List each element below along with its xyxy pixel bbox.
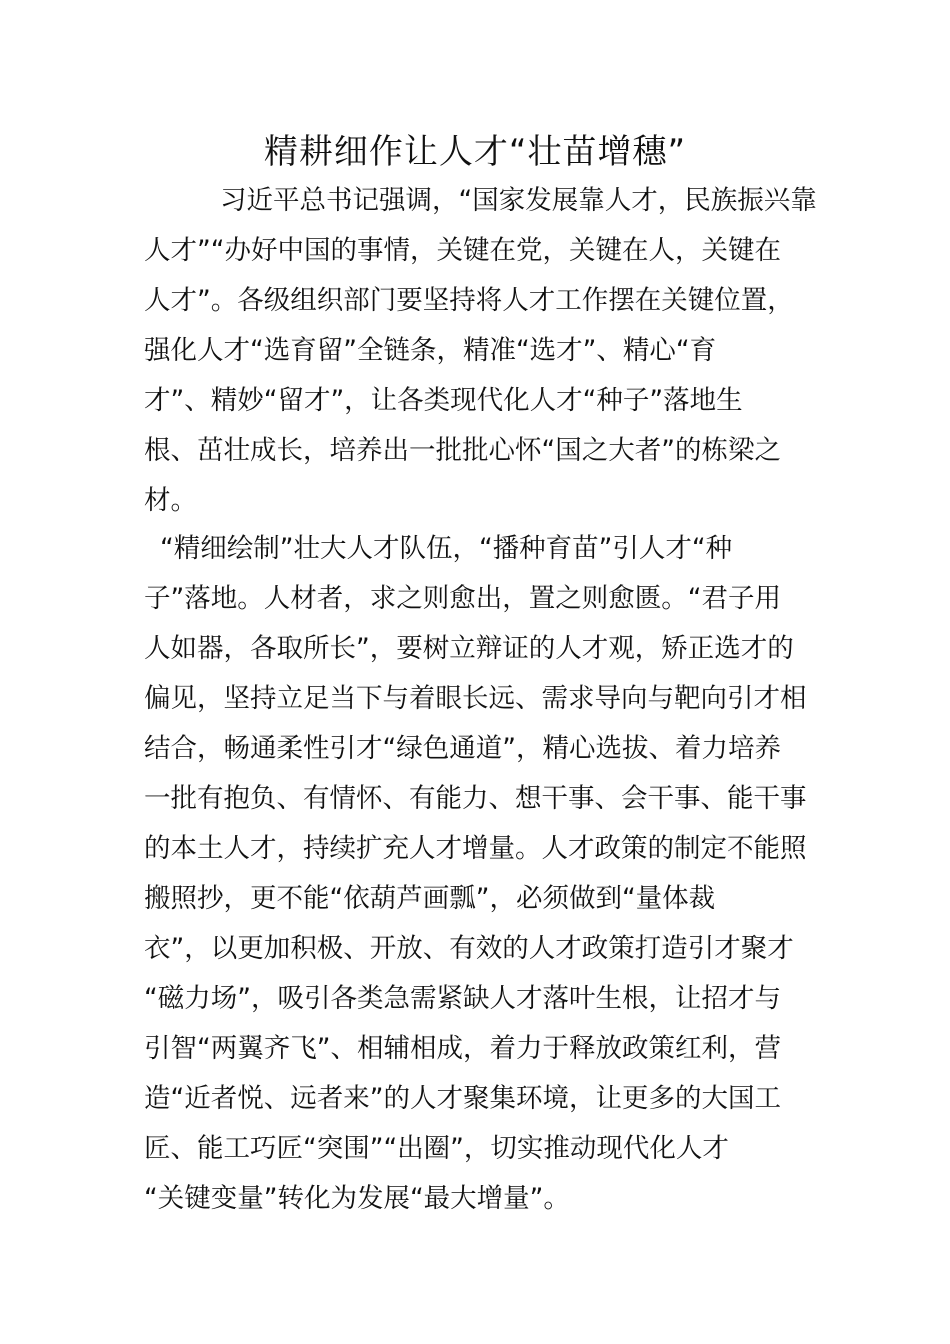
paragraph-2-line-13: 匠、能工巧匠“突围”“出圈”，切实推动现代化人才	[144, 1133, 729, 1164]
document-title: 精耕细作让人才“壮苗增穗”	[263, 132, 687, 172]
paragraph-2-line-14: “关键变量”转化为发展“最大增量”。	[144, 1183, 570, 1214]
paragraph-2-line-6: 一批有抱负、有情怀、有能力、想干事、会干事、能干事	[144, 783, 807, 814]
paragraph-1-line-1: 习近平总书记强调，“国家发展靠人才，民族振兴靠	[220, 185, 817, 216]
paragraph-2-line-8: 搬照抄，更不能“依葫芦画瓢”，必须做到“量体裁	[144, 883, 716, 914]
paragraph-2-line-4: 偏见，坚持立足当下与着眼长远、需求导向与靶向引才相	[144, 683, 807, 714]
paragraph-2-line-11: 引智“两翼齐飞”、相辅相成，着力于释放政策红利，营	[144, 1033, 781, 1064]
paragraph-1-line-5: 才”、精妙“留才”，让各类现代化人才“种子”落地生	[144, 385, 743, 416]
paragraph-2-line-5: 结合，畅通柔性引才“绿色通道”，精心选拔、着力培养	[144, 733, 781, 764]
paragraph-1-line-2: 人才”“办好中国的事情，关键在党，关键在人，关键在	[144, 235, 781, 266]
paragraph-1-line-3: 人才”。各级组织部门要坚持将人才工作摆在关键位置，	[144, 285, 794, 316]
paragraph-2-line-1: “精细绘制”壮大人才队伍，“播种育苗”引人才“种	[160, 533, 733, 564]
paragraph-2-line-3: 人如器，各取所长”，要树立辩证的人才观，矫正选才的	[144, 633, 794, 664]
paragraph-2-line-12: 造“近者悦、远者来”的人才聚集环境，让更多的大国工	[144, 1083, 781, 1114]
paragraph-2-line-2: 子”落地。人材者，求之则愈出，置之则愈匮。“君子用	[144, 583, 781, 614]
paragraph-2-line-7: 的本土人才，持续扩充人才增量。人才政策的制定不能照	[144, 833, 807, 864]
paragraph-2-line-9: 衣”，以更加积极、开放、有效的人才政策打造引才聚才	[144, 933, 794, 964]
paragraph-2-line-10: “磁力场”，吸引各类急需紧缺人才落叶生根，让招才与	[144, 983, 781, 1014]
paragraph-1-line-6: 根、茁壮成长，培养出一批批心怀“国之大者”的栋梁之	[144, 435, 781, 466]
paragraph-1-line-4: 强化人才“选育留”全链条，精准“选才”、精心“育	[144, 335, 717, 366]
paragraph-1-line-7: 材。	[144, 485, 197, 516]
